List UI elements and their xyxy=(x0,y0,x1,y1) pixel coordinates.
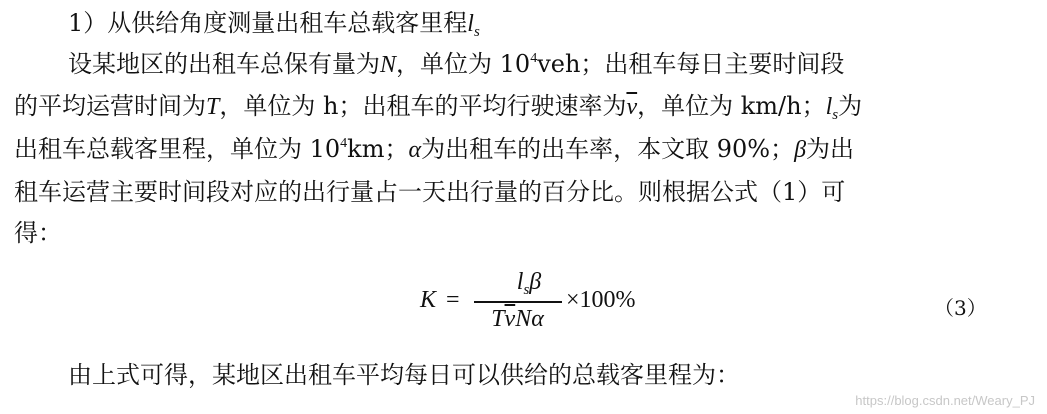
equation-number: （3） xyxy=(934,296,987,320)
heading-var: l xyxy=(467,11,474,37)
text-span: ，单位为 10 xyxy=(396,50,531,78)
paragraph-line-4: 租车运营主要时间段对应的出行量占一天出行量的百分比。则根据公式（1）可 xyxy=(14,178,846,206)
text-span: ，单位为 h；出租车的平均行驶速率为 xyxy=(219,92,627,120)
paragraph-line-5: 得： xyxy=(14,219,62,247)
var-beta: β xyxy=(794,137,807,163)
superscript: 4 xyxy=(340,136,348,151)
text-span: 为出租车的出车率，本文取 90%； xyxy=(421,135,795,163)
section-heading xyxy=(68,8,480,39)
var-alpha: α xyxy=(408,137,422,163)
formula-lhs: K xyxy=(420,287,437,313)
text-span: 的平均运营时间为 xyxy=(14,92,206,120)
superscript: 4 xyxy=(530,51,538,66)
heading-text: 1）从供给角度测量出租车总载客里程 xyxy=(68,9,468,37)
text-span: ，单位为 km/h； xyxy=(637,92,826,120)
subscript: s xyxy=(832,107,839,123)
formula-tail: ×100% xyxy=(566,287,636,313)
var-l: l xyxy=(825,94,833,120)
var-v-bar: $\overline{v}$ xyxy=(626,94,638,120)
paragraph-line-3 xyxy=(14,134,854,165)
fraction-denominator xyxy=(470,306,565,333)
paragraph-line-1 xyxy=(68,49,844,80)
watermark: https://blog.csdn.net/Weary_PJ xyxy=(855,393,1035,408)
equals-sign: = xyxy=(446,287,460,313)
equation-3 xyxy=(420,266,680,341)
text-span: 为出 xyxy=(806,135,855,163)
heading-sub: s xyxy=(473,24,480,40)
paragraph-after-formula: 由上式可得，某地区出租车平均每日可以供给的总载客里程为： xyxy=(68,361,740,389)
fraction-bar xyxy=(474,301,562,303)
num-beta: β xyxy=(529,269,542,295)
text-span: 为 xyxy=(838,92,863,120)
text-span: veh；出租车每日主要时间段 xyxy=(537,50,845,78)
den-v-bar: $\overline{v}$ xyxy=(504,306,516,332)
num-l: l xyxy=(516,269,524,295)
paragraph-line-2 xyxy=(14,91,862,122)
den-T: T xyxy=(491,306,505,332)
text-span: km； xyxy=(347,135,409,163)
num-sub: s xyxy=(523,282,530,298)
var-T: T xyxy=(206,94,220,120)
text-span: 出租车总载客里程，单位为 10 xyxy=(14,135,341,163)
text-span: 设某地区的出租车总保有量为 xyxy=(68,50,380,78)
var-N: N xyxy=(380,52,397,78)
fraction-numerator xyxy=(488,269,570,296)
den-rest: Nα xyxy=(515,306,544,332)
